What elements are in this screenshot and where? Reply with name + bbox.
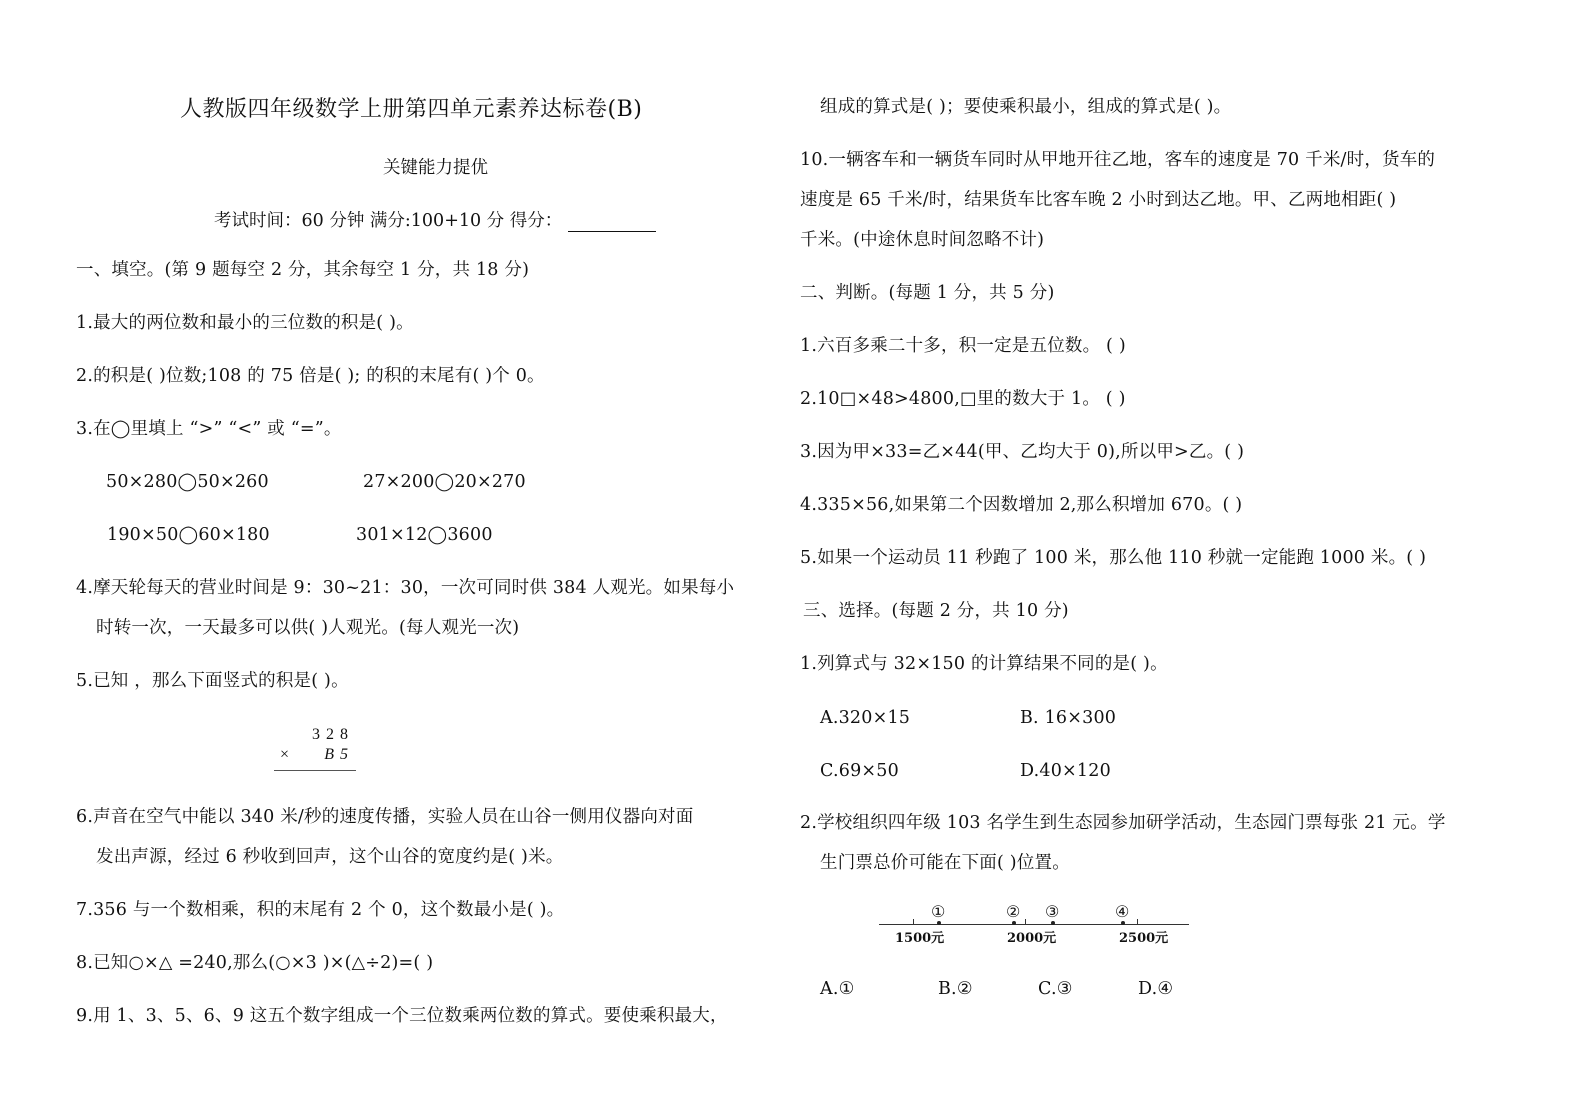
s1-q5: 5.已知 ，那么下面竖式的积是( )。 bbox=[76, 671, 349, 691]
s3-q1: 1.列算式与 32×150 的计算结果不同的是( )。 bbox=[800, 654, 1168, 674]
s3-q2-option-a[interactable]: A.① bbox=[820, 979, 855, 999]
s1-q3-item-4: 301×12◯3600 bbox=[356, 525, 493, 545]
point-1 bbox=[937, 921, 941, 925]
mark-4: ④ bbox=[1115, 902, 1130, 921]
s1-q9-line1: 9.用 1、3、5、6、9 这五个数字组成一个三位数乘两位数的算式。要使乘积最大， bbox=[76, 1006, 728, 1026]
page-subtitle: 关键能力提优 bbox=[383, 158, 488, 178]
s1-q6-line2: 发出声源，经过 6 秒收到回声，这个山谷的宽度约是( )米。 bbox=[96, 847, 564, 867]
s1-q4-line1: 4.摩天轮每天的营业时间是 9：30~21：30，一次可同时供 384 人观光。如果每小 bbox=[76, 578, 735, 598]
section1-heading: 一、填空。(第 9 题每空 2 分，其余每空 1 分，共 18 分) bbox=[76, 260, 530, 280]
label-2500: 2500元 bbox=[1119, 931, 1169, 946]
s3-q1-option-b[interactable]: B. 16×300 bbox=[1020, 708, 1117, 728]
number-line-axis bbox=[879, 924, 1189, 925]
page-title: 人教版四年级数学上册第四单元素养达标卷(B) bbox=[180, 97, 643, 122]
s3-q2-line2: 生门票总价可能在下面( )位置。 bbox=[820, 853, 1070, 873]
number-line-diagram bbox=[875, 900, 1195, 948]
vertical-result-line bbox=[274, 770, 356, 771]
s1-q10-line3: 千米。(中途休息时间忽略不计) bbox=[800, 230, 1045, 250]
s3-q1-option-a[interactable]: A.320×15 bbox=[820, 708, 911, 728]
s2-q3: 3.因为甲×33=乙×44(甲、乙均大于 0),所以甲>乙。( ) bbox=[800, 442, 1245, 462]
s1-q3-item-3: 190×50◯60×180 bbox=[107, 525, 270, 545]
s1-q7: 7.356 与一个数相乘，积的末尾有 2 个 0，这个数最小是( )。 bbox=[76, 900, 565, 920]
s1-q8: 8.已知○×△ =240,那么(○×3 )×(△÷2)=( ) bbox=[76, 953, 434, 973]
label-2000: 2000元 bbox=[1007, 931, 1057, 946]
mark-1: ① bbox=[931, 902, 946, 921]
s3-q2-line1: 2.学校组织四年级 103 名学生到生态园参加研学活动，生态园门票每张 21 元。学 bbox=[800, 813, 1446, 833]
s1-q10-line1: 10.一辆客车和一辆货车同时从甲地开往乙地，客车的速度是 70 千米/时，货车的 bbox=[800, 150, 1436, 170]
vertical-top-number: 328 bbox=[312, 726, 354, 743]
s1-q3: 3.在◯里填上 “>” “<” 或 “=”。 bbox=[76, 419, 342, 439]
s3-q2-option-c[interactable]: C.③ bbox=[1038, 979, 1073, 999]
mark-3: ③ bbox=[1045, 902, 1060, 921]
section3-heading: 三、选择。(每题 2 分，共 10 分) bbox=[803, 601, 1069, 621]
section2-heading: 二、判断。(每题 1 分，共 5 分) bbox=[800, 283, 1055, 303]
s2-q4: 4.335×56,如果第二个因数增加 2,那么积增加 670。( ) bbox=[800, 495, 1243, 515]
tick-2500 bbox=[1137, 919, 1138, 924]
s1-q3-item-2: 27×200◯20×270 bbox=[363, 472, 526, 492]
s1-q4-line2: 时转一次，一天最多可以供( )人观光。(每人观光一次) bbox=[96, 618, 520, 638]
s3-q1-option-d[interactable]: D.40×120 bbox=[1020, 761, 1111, 781]
s1-q9-line2: 组成的算式是( )；要使乘积最小，组成的算式是( )。 bbox=[820, 97, 1232, 117]
vertical-multiplication bbox=[272, 724, 362, 776]
s1-q1: 1.最大的两位数和最小的三位数的积是( )。 bbox=[76, 313, 414, 333]
point-2 bbox=[1012, 921, 1016, 925]
tick-2000 bbox=[1025, 919, 1026, 924]
s3-q2-option-d[interactable]: D.④ bbox=[1138, 979, 1174, 999]
s1-q6-line1: 6.声音在空气中能以 340 米/秒的速度传播，实验人员在山谷一侧用仪器向对面 bbox=[76, 807, 694, 827]
vertical-bottom-number: B5 bbox=[324, 746, 354, 763]
s2-q5: 5.如果一个运动员 11 秒跑了 100 米，那么他 110 秒就一定能跑 1000 米。( ) bbox=[800, 548, 1427, 568]
s1-q10-line2: 速度是 65 千米/时，结果货车比客车晚 2 小时到达乙地。甲、乙两地相距( ) bbox=[800, 190, 1397, 210]
s2-q2: 2.10□×48>4800,□里的数大于 1。 ( ) bbox=[800, 389, 1126, 409]
label-1500: 1500元 bbox=[895, 931, 945, 946]
point-3 bbox=[1051, 921, 1055, 925]
s1-q3-item-1: 50×280◯50×260 bbox=[106, 472, 269, 492]
mark-2: ② bbox=[1006, 902, 1021, 921]
exam-info-text: 考试时间：60 分钟 满分:100+10 分 得分： bbox=[214, 211, 563, 231]
s2-q1: 1.六百多乘二十多，积一定是五位数。 ( ) bbox=[800, 336, 1126, 356]
s3-q2-option-b[interactable]: B.② bbox=[938, 979, 973, 999]
s3-q1-option-c[interactable]: C.69×50 bbox=[820, 761, 899, 781]
point-4 bbox=[1121, 921, 1125, 925]
s1-q2: 2.的积是( )位数;108 的 75 倍是( ); 的积的末尾有( )个 0。 bbox=[76, 366, 545, 386]
multiply-sign: × bbox=[280, 746, 290, 763]
tick-1500 bbox=[913, 919, 914, 924]
score-blank[interactable] bbox=[568, 215, 656, 232]
exam-info bbox=[214, 207, 656, 232]
